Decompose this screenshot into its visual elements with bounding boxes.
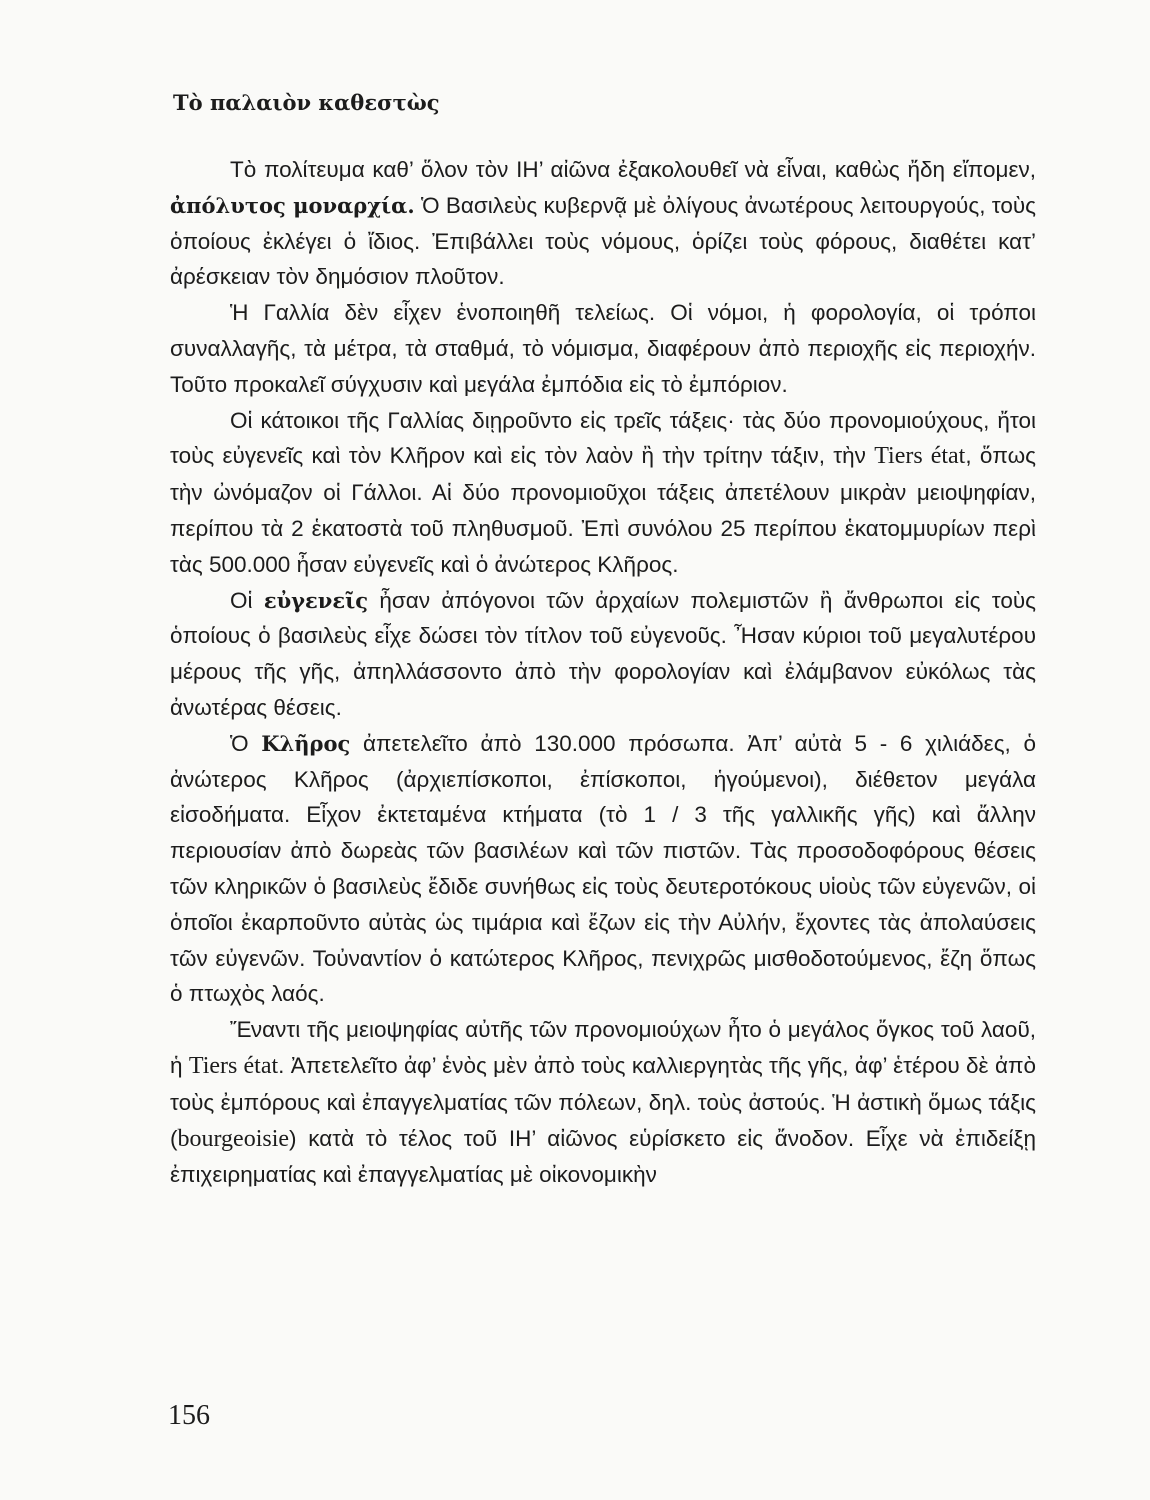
paragraph-1 (170, 152, 1036, 295)
paragraph-3 (170, 403, 1036, 583)
text-run: , ὅπως τὴν ὠνόμαζον οἱ Γάλλοι. Αἱ δύο προνομιοῦχοι τάξεις ἀπετέλουν μικρὰν μειοψηφίαν, περίπου τὰ 2 ἑκατοστὰ τοῦ πληθυσμοῦ. Ἐπὶ συνόλου 25 περίπου ἑκατομμυρίων περὶ τὰς 500.000 ἦσαν εὐγενεῖς καὶ ὁ ἀνώτερος Κλῆρος. (170, 443, 1037, 577)
text-run: ἀπετελεῖτο ἀπὸ 130.000 πρόσωπα. Ἀπ’ αὐτὰ 5 - 6 χιλιάδες, ὁ ἀνώτερος Κλῆρος (ἀρχιεπίσκοποι, ἐπίσκοποι, ἡγούμενοι), διέθετον μεγάλα εἰσοδήματα. Εἶχον ἐκτεταμένα κτήματα (τὸ 1 / 3 τῆς γαλλικῆς γῆς) καὶ ἄλλην περιουσίαν ἀπὸ δωρεὰς τῶν βασιλέων καὶ τῶν πιστῶν. Τὰς προσοδοφόρους θέσεις τῶν κληρικῶν ὁ βασιλεὺς ἔδιδε συνήθως εἰς τοὺς δευτεροτόκους υἱοὺς τῶν εὐγενῶν, οἱ ὁποῖοι ἐκαρποῦντο αὐτὰς ὡς τιμάρια καὶ ἔζων εἰς τὴν Αὐλήν, ἔχοντες τὰς ἀπολαύσεις τῶν εὐγενῶν. Τοὐναντίον ὁ κατώτερος Κλῆρος, πενιχρῶς μισθοδοτούμενος, ἔζη ὅπως ὁ πτωχὸς λαός. (170, 730, 1036, 1007)
text-run: Ὁ (230, 730, 262, 756)
bold-term: ἀπόλυτος μοναρχία. (170, 192, 415, 218)
text-run: . Ἀπετελεῖτο ἀφ’ ἑνὸς μὲν ἀπὸ τοὺς καλλιεργητὰς τῆς γῆς, ἀφ’ ἑτέρου δὲ ἀπὸ τοὺς ἐμπόρους καὶ ἐπαγγελματίας τῶν πόλεων, δηλ. τοὺς ἀστούς. Ἡ ἀστικὴ ὅμως τάξις ( (170, 1052, 1037, 1151)
text-run: ἦσαν ἀπόγονοι τῶν ἀρχαίων πολεμιστῶν ἢ ἄνθρωποι εἰς τοὺς ὁποίους ὁ βασιλεὺς εἶχε δώσει τὸν τίτλον τοῦ εὐγενοῦς. Ἦσαν κύριοι τοῦ μεγαλυτέρου μέρους τῆς γῆς, ἀπηλλάσσοντο ἀπὸ τὴν φορολογίαν καὶ ἐλάμβανον εὐκόλως τὰς ἀνωτέρας θέσεις. (170, 587, 1036, 720)
text-run: Οἱ κάτοικοι τῆς Γαλλίας διῃροῦντο εἰς τρεῖς τάξεις· τὰς δύο προνομιούχους, ἤτοι τοὺς εὐγενεῖς καὶ τὸν Κλῆρον καὶ εἰς τὸν λαὸν ἢ τὴν τρίτην τάξιν, τὴν (170, 407, 1036, 469)
page-number: 156 (168, 1400, 210, 1431)
section-heading: Τὸ παλαιὸν καθεστὼς (173, 90, 440, 115)
bold-term: εὐγενεῖς (263, 587, 369, 613)
latin-term: Tiers état (874, 443, 966, 470)
text-run: Τὸ πολίτευμα καθ’ ὅλον τὸν ΙΗ’ αἰῶνα ἐξακολουθεῖ νὰ εἶναι, καθὼς ἤδη εἴπομεν, (230, 157, 1036, 182)
latin-term: bourgeoisie (177, 1125, 290, 1152)
paragraph-4 (170, 583, 1036, 726)
text-run: Ἔναντι τῆς μειοψηφίας αὐτῆς τῶν προνομιούχων ἦτο ὁ μεγάλος ὄγκος τοῦ λαοῦ, ἡ (170, 1017, 1036, 1078)
paragraph-2: Ἡ Γαλλία δὲν εἶχεν ἑνοποιηθῆ τελείως. Οἱ νόμοι, ἡ φορολογία, οἱ τρόποι συναλλαγῆς, τὰ μέτρα, τὰ σταθμά, τὸ νόμισμα, διαφέρουν ἀπὸ περιοχῆς εἰς περιοχήν. Τοῦτο προκαλεῖ σύγχυσιν καὶ μεγάλα ἐμπόδια εἰς τὸ ἐμπόριον. (170, 300, 1036, 397)
text-run: ) κατὰ τὸ τέλος τοῦ ΙΗ’ αἰῶνος εὑρίσκετο εἰς ἄνοδον. Εἶχε νὰ ἐπιδείξῃ ἐπιχειρηματίας καὶ ἐπαγγελματίας μὲ οἰκονομικὴν (170, 1125, 1036, 1188)
body-text (170, 152, 1036, 1193)
latin-term: Tiers état (188, 1052, 279, 1079)
text-run: Οἱ (230, 587, 264, 613)
paragraph-6 (170, 1012, 1036, 1193)
bold-term: Κλῆρος (261, 730, 351, 756)
paragraph-5 (170, 726, 1036, 1012)
text-run: Ὁ Βασιλεὺς κυβερνᾷ μὲ ὀλίγους ἀνωτέρους λειτουργούς, τοὺς ὁποίους ἐκλέγει ὁ ἴδιος. Ἐπιβάλλει τοὺς νόμους, ὁρίζει τοὺς φόρους, διαθέτει κατ’ ἀρέσκειαν τὸν δημόσιον πλοῦτον. (170, 192, 1036, 290)
